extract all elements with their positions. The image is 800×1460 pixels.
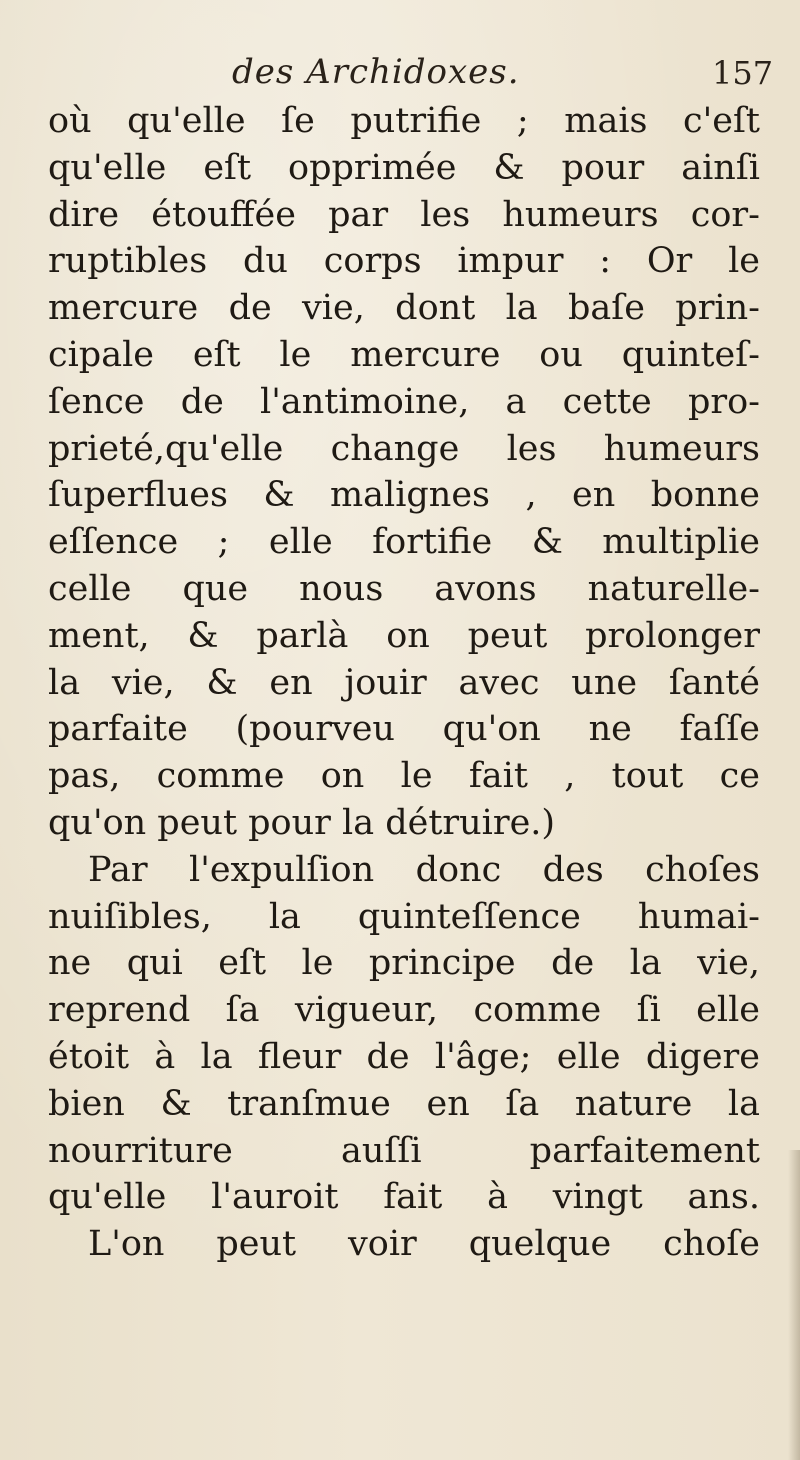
running-head-title: des Archidoxes. (232, 52, 520, 92)
text-line: étoit à la fleur de l'âge; elle digere (48, 1036, 760, 1077)
text-line: cipale eſt le mercure ou quinteſ- (48, 334, 760, 375)
text-line: mercure de vie, dont la baſe prin- (48, 288, 760, 329)
text-line: pas, comme on le fait , tout ce (48, 756, 760, 797)
text-line: prieté,qu'elle change les humeurs (48, 428, 760, 469)
text-line: eſſence ; elle fortifie & multiplie (48, 522, 760, 563)
text-line: dire étouffée par les humeurs cor- (48, 194, 760, 235)
text-line: nourriture auſſi parfaitement (48, 1130, 760, 1171)
text-line: ne qui eſt le principe de la vie, (48, 943, 760, 984)
text-line: qu'elle l'auroit fait à vingt ans. (48, 1177, 760, 1218)
text-line: ſence de l'antimoine, a cette pro- (48, 381, 760, 422)
page-number: 157 (712, 54, 774, 92)
text-line: nuiſibles, la quinteſſence humai- (48, 896, 760, 937)
text-line-paragraph-start: Par l'expulſion donc des choſes (88, 849, 760, 890)
text-line-paragraph-start: L'on peut voir quelque choſe (88, 1224, 760, 1265)
text-line: ſuperflues & malignes , en bonne (48, 475, 760, 516)
text-line: où qu'elle ſe putrifie ; mais c'eſt (48, 101, 760, 141)
text-line: reprend ſa vigueur, comme ſi elle (48, 990, 760, 1031)
text-line: ment, & parlà on peut prolonger (48, 615, 760, 656)
running-head (0, 52, 800, 102)
page-edge-shadow (788, 1150, 800, 1460)
text-line: bien & tranſmue en ſa nature la (48, 1083, 760, 1124)
text-line: parfaite (pourveu qu'on ne faſſe (48, 709, 760, 750)
text-line: ruptibles du corps impur : Or le (48, 241, 760, 282)
body-text (48, 98, 760, 1268)
text-line: qu'elle eſt opprimée & pour ainſi (48, 147, 760, 188)
text-line: qu'on peut pour la détruire.) (48, 802, 556, 843)
text-line: la vie, & en jouir avec une ſanté (48, 662, 760, 703)
text-line: celle que nous avons naturelle- (48, 568, 760, 609)
